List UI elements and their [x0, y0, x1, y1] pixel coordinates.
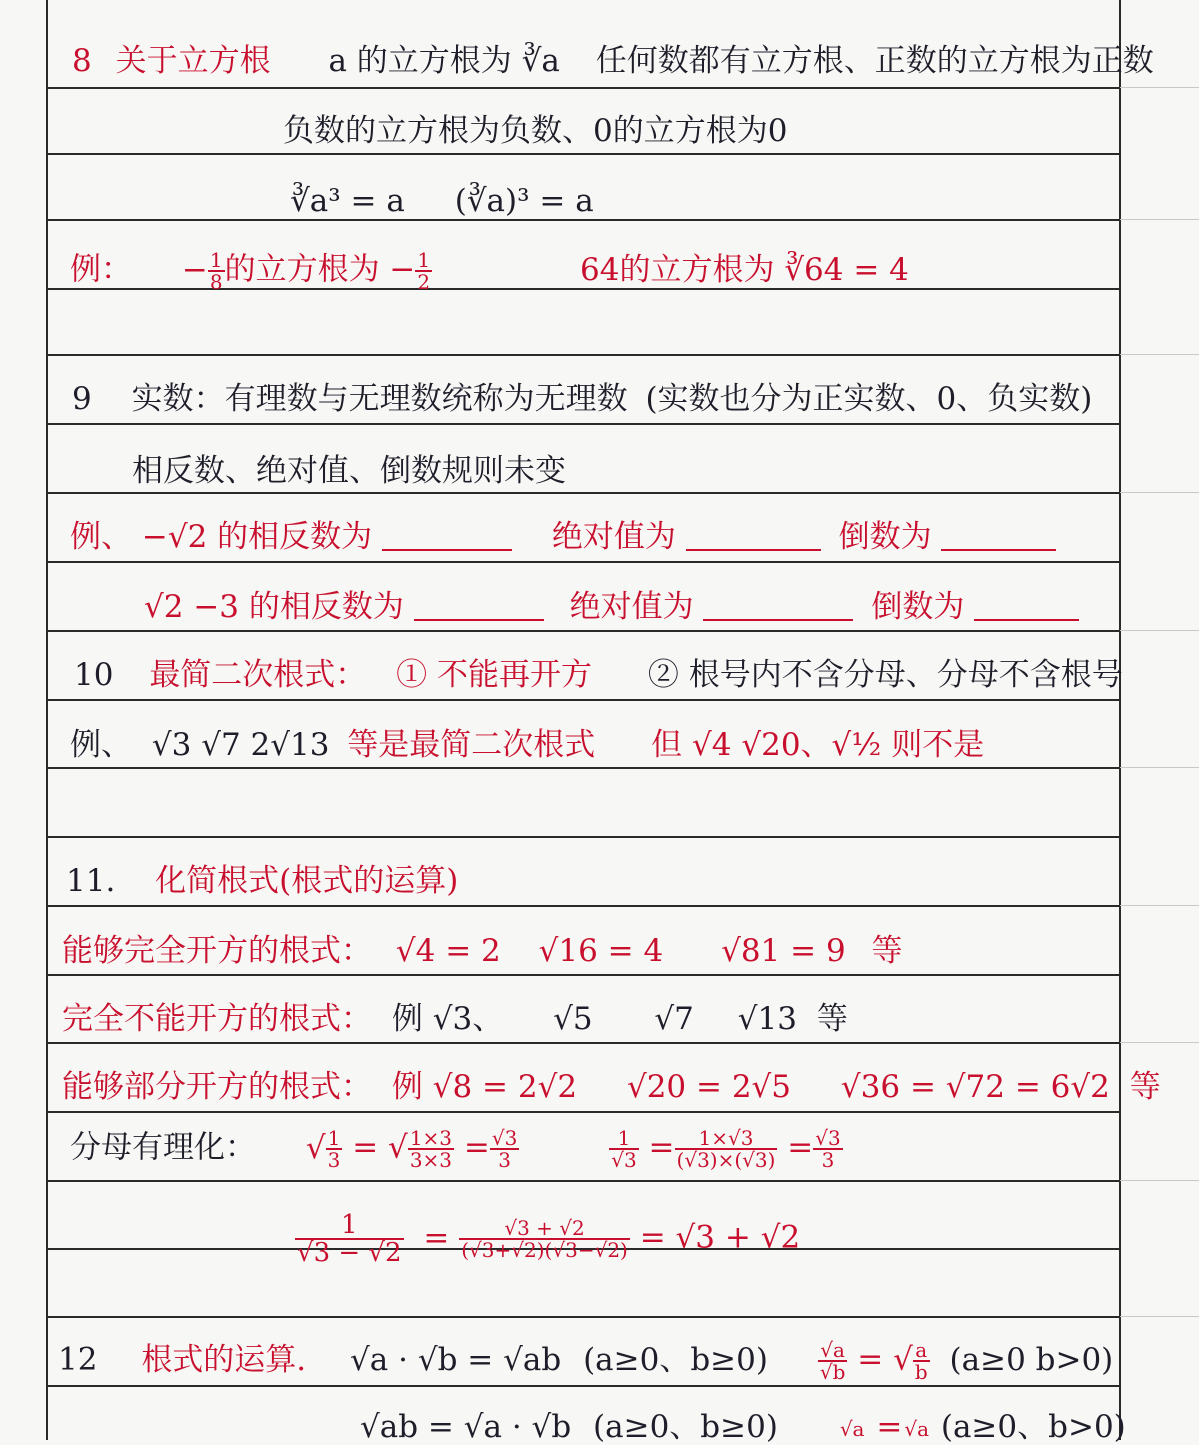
formula: √81 = 9: [721, 933, 846, 969]
numerator: 1×3: [409, 1126, 453, 1150]
rule-line: [46, 1111, 1120, 1113]
faint-rule: [1120, 219, 1199, 220]
numerator: 1: [341, 1210, 358, 1240]
rule-line: [46, 561, 1120, 563]
note-text: 等: [871, 933, 903, 969]
formula-condition: (a≥0 b>0): [949, 1341, 1114, 1378]
rule-line: [46, 1385, 1120, 1387]
denominator: 3: [327, 1148, 341, 1172]
example-line: [70, 519, 1056, 555]
root-type-label: 完全不能开方的根式：: [62, 1001, 372, 1037]
rule-line: [46, 630, 1120, 632]
fraction: [818, 1340, 848, 1382]
formula: √13: [737, 1001, 797, 1037]
rule-line: [46, 905, 1120, 907]
numerator: √3 + √2: [504, 1216, 585, 1240]
formula-line: [290, 183, 594, 219]
numerator: √a: [904, 1416, 929, 1441]
rule-line: [46, 1316, 1120, 1318]
numerator: 1×√3: [698, 1126, 754, 1150]
section-8-line-1: [72, 43, 1154, 79]
faint-rule: [1120, 1316, 1199, 1317]
fraction: [609, 1128, 638, 1170]
answer-blank[interactable]: [974, 618, 1079, 621]
rationalize-line-2: [295, 1212, 800, 1266]
numerator: √3: [491, 1126, 518, 1150]
rule-line: [46, 492, 1120, 494]
formula: = √3 + √2: [639, 1219, 801, 1256]
rule-line: [46, 423, 1120, 425]
formula: √20 = 2√5: [626, 1069, 792, 1105]
example-label: 例、: [70, 519, 132, 555]
section-title: 实数：有理数与无理数统称为无理数: [131, 381, 628, 417]
answer-blank[interactable]: [414, 618, 544, 621]
denominator: 2: [417, 270, 431, 294]
section-number: 11.: [66, 863, 116, 899]
rationalize-line: [70, 1128, 843, 1170]
section-12-line-2: [360, 1409, 1126, 1445]
formula: =: [648, 1129, 675, 1166]
section-12-line-1: [58, 1340, 1113, 1382]
fraction: [838, 1416, 867, 1441]
root-type-label: 分母有理化：: [70, 1129, 256, 1166]
note-text: (实数也分为正实数、0、负实数): [645, 381, 1093, 417]
answer-blank[interactable]: [703, 618, 853, 621]
note-text: 绝对值为: [569, 589, 694, 625]
denominator: 3: [813, 1148, 842, 1170]
note-text: 等是最简二次根式: [347, 727, 596, 763]
formula: √a · √b = √ab: [350, 1341, 562, 1378]
faint-rule: [1120, 87, 1199, 88]
section-number: 8: [72, 43, 92, 79]
section-number: 9: [72, 381, 92, 417]
rule-line: [46, 219, 1120, 221]
root-type-label: 能够部分开方的根式：: [62, 1069, 372, 1105]
fraction: [408, 1128, 454, 1170]
fraction: [326, 1128, 343, 1170]
faint-rule: [1120, 1042, 1199, 1043]
faint-rule: [1120, 354, 1199, 355]
formula: √5: [553, 1001, 593, 1037]
root-type-line: [62, 1069, 1161, 1105]
denominator: b: [914, 1360, 928, 1384]
numerator: 1: [417, 248, 431, 272]
answer-blank[interactable]: [686, 548, 821, 551]
note-text: 任何数都有立方根、正数的立方根为正数: [595, 43, 1154, 79]
rule-line: [46, 153, 1120, 155]
note-text: 负数的立方根为负数、0的立方根为0: [283, 113, 788, 149]
formula: √16 = 4: [538, 933, 664, 969]
formula: 例 √8 = 2√2: [391, 1069, 578, 1105]
example-line: [70, 250, 432, 292]
note-text: 64的立方根为 ∛64 = 4: [580, 252, 909, 288]
note-text: 等: [1129, 1069, 1161, 1105]
fraction: [490, 1128, 519, 1170]
rule-line: [46, 87, 1120, 89]
denominator: √3 − √2: [297, 1238, 402, 1268]
section-10-line-1: [74, 657, 1123, 693]
numerator: √a: [839, 1416, 865, 1441]
note-text: 但 √4 √20、√½ 则不是: [651, 727, 985, 763]
formula: √7: [654, 1001, 694, 1037]
formula: =: [463, 1129, 490, 1166]
denominator: 3×3: [409, 1148, 453, 1172]
formula-condition: (a≥0、b≥0): [593, 1409, 778, 1445]
rule-line: [46, 1180, 1120, 1182]
note-text: ② 根号内不含分母、分母不含根号: [647, 657, 1123, 693]
fraction: [913, 1340, 930, 1382]
formula: =: [423, 1219, 450, 1256]
formula: √: [305, 1129, 326, 1166]
numerator: 1: [209, 248, 223, 272]
formula: −√2 的相反数为: [141, 519, 373, 555]
root-type-label: 能够完全开方的根式：: [62, 933, 372, 969]
root-type-line: [62, 1001, 848, 1037]
fraction: [208, 250, 225, 292]
formula: 例 √3、: [391, 1001, 504, 1037]
note-text: 的立方根为 −: [224, 251, 416, 288]
formula: = √: [352, 1129, 408, 1166]
formula: −: [181, 251, 208, 288]
faint-rule: [1120, 492, 1199, 493]
denominator: 3: [490, 1148, 519, 1170]
fraction: [415, 250, 432, 292]
numerator: √a: [820, 1338, 845, 1362]
right-border-line: [1119, 0, 1121, 1440]
fraction: [675, 1128, 778, 1170]
fraction: [459, 1218, 630, 1260]
denominator: √3: [611, 1148, 637, 1172]
denominator: 8: [209, 270, 223, 294]
numerator: a: [915, 1338, 928, 1362]
rule-line: [46, 699, 1120, 701]
example-line: [144, 589, 1079, 625]
note-text: 等: [816, 1001, 848, 1037]
left-margin-line: [46, 0, 48, 1440]
example-label: 例、: [70, 727, 132, 763]
denominator: (√3+√2)(√3−√2): [461, 1238, 628, 1262]
faint-rule: [1120, 630, 1199, 631]
formula-condition: (a≥0、b>0): [940, 1409, 1126, 1445]
formula: √ab = √a · √b: [360, 1409, 572, 1445]
answer-blank[interactable]: [382, 548, 512, 551]
note-text: 相反数、绝对值、倒数规则未变: [132, 453, 566, 489]
fraction: [902, 1416, 931, 1441]
fraction: [295, 1212, 404, 1266]
rule-line: [46, 836, 1120, 838]
note-text: ① 不能再开方: [396, 657, 593, 693]
formula: =: [876, 1409, 903, 1445]
note-text: 倒数为: [838, 519, 932, 555]
answer-blank[interactable]: [941, 548, 1056, 551]
section-11-line-1: [66, 863, 459, 899]
formula: = √: [857, 1341, 913, 1378]
faint-rule: [1120, 1180, 1199, 1181]
example-line: [70, 727, 985, 763]
rule-line: [46, 767, 1120, 769]
section-title: 最简二次根式：: [149, 657, 367, 693]
formula: (∛a)³ = a: [454, 183, 594, 219]
root-type-line: [62, 933, 903, 969]
fraction: [813, 1128, 842, 1170]
note-text: a 的立方根为 ∛a: [328, 43, 560, 79]
section-9-line-1: [72, 381, 1093, 417]
formula: ∛a³ = a: [290, 183, 405, 219]
denominator: √b: [819, 1360, 846, 1384]
formula: √36 = √72 = 6√2: [840, 1069, 1110, 1105]
rule-line: [46, 354, 1120, 356]
formula: √4 = 2: [395, 933, 501, 969]
section-number: 10: [74, 657, 114, 693]
numerator: √3: [815, 1126, 841, 1150]
note-text: 绝对值为: [551, 519, 676, 555]
section-title: 化简根式(根式的运算): [155, 863, 459, 899]
faint-rule: [1120, 767, 1199, 768]
section-number: 12: [58, 1341, 98, 1378]
numerator: 1: [617, 1126, 631, 1150]
faint-rule: [1120, 905, 1199, 906]
formula: √2 −3 的相反数为: [144, 589, 404, 625]
denominator: (√3)×(√3): [676, 1148, 776, 1172]
section-title: 关于立方根: [115, 43, 271, 79]
formula: √3 √7 2√13: [151, 727, 330, 763]
example-label: 例：: [70, 251, 132, 288]
formula-condition: (a≥0、b≥0): [583, 1341, 768, 1378]
numerator: 1: [327, 1126, 341, 1150]
section-title: 根式的运算.: [141, 1341, 307, 1378]
rule-line: [46, 974, 1120, 976]
rule-line: [46, 1042, 1120, 1044]
formula: =: [787, 1129, 814, 1166]
note-text: 倒数为: [871, 589, 965, 625]
